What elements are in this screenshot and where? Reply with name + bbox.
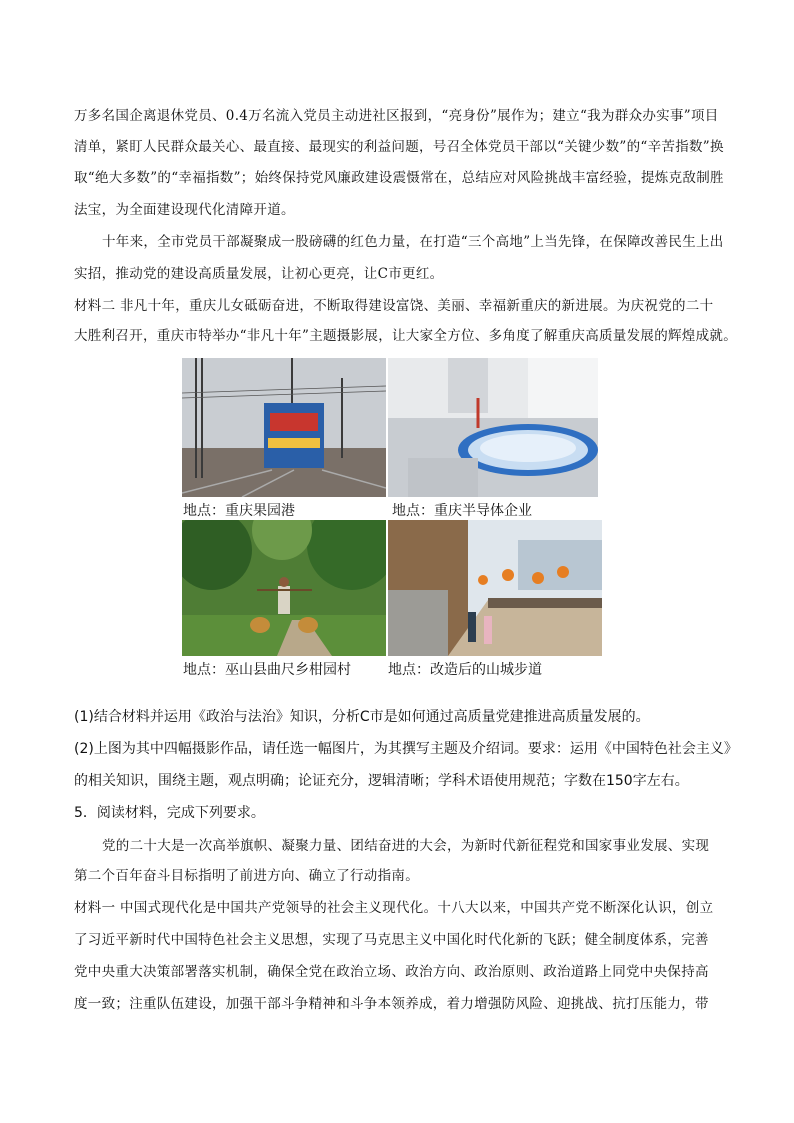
item5-heading: 5．阅读材料，完成下列要求。: [74, 805, 265, 821]
decade-line-1: 十年来，全市党员干部凝聚成一股磅礴的红色力量，在打造“三个高地”上当先锋，在保障改善民生上出: [102, 234, 724, 250]
chip-caption: 地点：重庆半导体企业: [392, 503, 532, 519]
train-photo: [182, 358, 386, 497]
train-caption: 地点：重庆果园港: [183, 503, 295, 519]
material2-line-1: 材料二 非凡十年，重庆儿女砥砺奋进，不断取得建设富饶、美丽、幸福新重庆的新进展。为庆祝党的二十: [74, 298, 714, 314]
question-1: (1)结合材料并运用《政治与法治》知识，分析C市是如何通过高质量党建推进高质量发展的。: [74, 709, 650, 725]
material1-line-3: 取“绝大多数”的“幸福指数”；始终保持党风廉政建设震慑常在，总结应对风险挑战丰富经验，提炼克敌制胜: [74, 170, 724, 186]
chip-photo: [388, 358, 598, 497]
material1-line-2: 清单，紧盯人民群众最关心、最直接、最现实的利益问题，号召全体党员干部以“关键少数”的“辛苦指数”换: [74, 139, 724, 155]
material1-line-1: 万多名国企离退休党员、0.4万名流入党员主动进社区报到，“亮身份”展作为；建立“我为群众办实事”项目: [74, 108, 719, 124]
item5-material1-line-2: 了习近平新时代中国特色社会主义思想，实现了马克思主义中国化时代化新的飞跃；健全制度体系，完善: [74, 932, 709, 948]
item5-material1-line-3: 党中央重大决策部署落实机制，确保全党在政治立场、政治方向、政治原则、政治道路上同党中央保持高: [74, 964, 709, 980]
material1-line-4: 法宝，为全面建设现代化清障开道。: [74, 202, 295, 218]
item5-intro-line-2: 第二个百年奋斗目标指明了前进方向、确立了行动指南。: [74, 868, 419, 884]
street-caption: 地点：改造后的山城步道: [388, 662, 542, 678]
question-2-line-1: (2)上图为其中四幅摄影作品，请任选一幅图片，为其撰写主题及介绍词。要求：运用《中国特色社会主义》: [74, 741, 738, 757]
item5-material1-line-1: 材料一 中国式现代化是中国共产党领导的社会主义现代化。十八大以来，中国共产党不断深化认识，创立: [74, 900, 714, 916]
orchard-caption: 地点：巫山县曲尺乡柑园村: [183, 662, 351, 678]
material2-line-2: 大胜利召开，重庆市特举办“非凡十年”主题摄影展，让大家全方位、多角度了解重庆高质量发展的辉煌成就。: [74, 328, 738, 344]
decade-line-2: 实招，推动党的建设高质量发展，让初心更亮，让C市更红。: [74, 266, 444, 282]
question-2-line-2: 的相关知识，围绕主题，观点明确；论证充分，逻辑清晰；学科术语使用规范；字数在150字左右。: [74, 773, 689, 789]
orchard-photo: [182, 520, 386, 656]
street-photo: [388, 520, 602, 656]
item5-intro-line-1: 党的二十大是一次高举旗帜、凝聚力量、团结奋进的大会，为新时代新征程党和国家事业发展、实现: [102, 838, 710, 854]
item5-material1-line-4: 度一致；注重队伍建设，加强干部斗争精神和斗争本领养成，着力增强防风险、迎挑战、抗打压能力，带: [74, 996, 709, 1012]
